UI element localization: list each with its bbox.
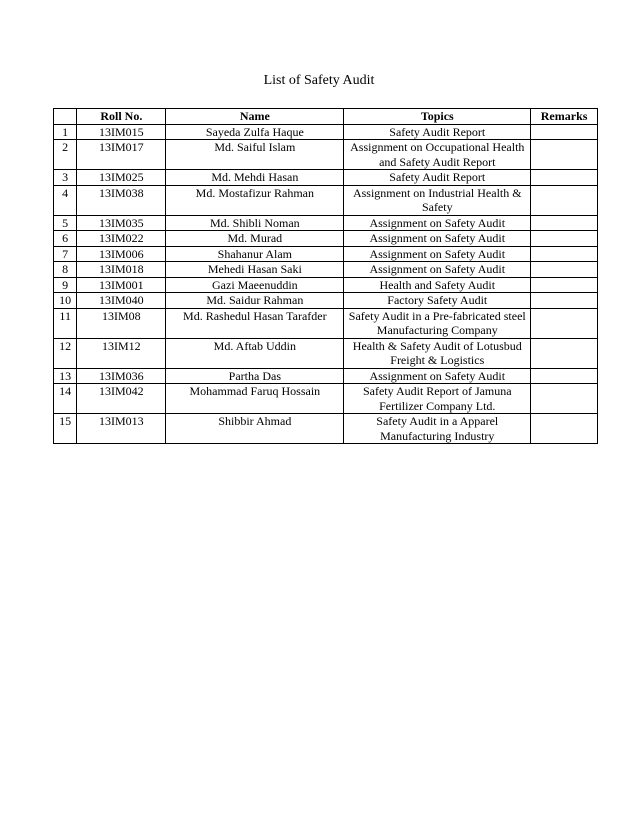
remarks-cell (531, 368, 598, 384)
header-serial (54, 109, 77, 125)
serial-cell: 2 (54, 140, 77, 170)
topic-cell: Safety Audit Report (344, 124, 531, 140)
serial-cell: 1 (54, 124, 77, 140)
remarks-cell (531, 293, 598, 309)
topic-cell: Factory Safety Audit (344, 293, 531, 309)
roll-no-cell: 13IM035 (77, 215, 166, 231)
header-topics: Topics (344, 109, 531, 125)
table-row (54, 231, 598, 247)
table-row (54, 293, 598, 309)
table-row (54, 185, 598, 215)
table-header-row (54, 109, 598, 125)
header-roll-no: Roll No. (77, 109, 166, 125)
table-row (54, 262, 598, 278)
table-body (54, 124, 598, 444)
serial-cell: 9 (54, 277, 77, 293)
topic-cell: Assignment on Safety Audit (344, 262, 531, 278)
serial-cell: 15 (54, 414, 77, 444)
roll-no-cell: 13IM022 (77, 231, 166, 247)
roll-no-cell: 13IM08 (77, 308, 166, 338)
topic-cell: Safety Audit Report of Jamuna Fertilizer Company Ltd. (344, 384, 531, 414)
name-cell: Shahanur Alam (166, 246, 344, 262)
table-row (54, 140, 598, 170)
roll-no-cell: 13IM040 (77, 293, 166, 309)
topic-cell: Safety Audit in a Apparel Manufacturing Industry (344, 414, 531, 444)
document-title: List of Safety Audit (263, 73, 375, 88)
serial-cell: 14 (54, 384, 77, 414)
serial-cell: 4 (54, 185, 77, 215)
topic-cell: Assignment on Safety Audit (344, 231, 531, 247)
table-row (54, 368, 598, 384)
remarks-cell (531, 308, 598, 338)
remarks-cell (531, 140, 598, 170)
topic-cell: Safety Audit in a Pre-fabricated steel Manufacturing Company (344, 308, 531, 338)
topic-cell: Safety Audit Report (344, 170, 531, 186)
roll-no-cell: 13IM006 (77, 246, 166, 262)
remarks-cell (531, 231, 598, 247)
name-cell: Shibbir Ahmad (166, 414, 344, 444)
topic-cell: Assignment on Safety Audit (344, 246, 531, 262)
table-row (54, 124, 598, 140)
topic-cell: Health and Safety Audit (344, 277, 531, 293)
topic-cell: Health & Safety Audit of Lotusbud Freight & Logistics (344, 338, 531, 368)
serial-cell: 7 (54, 246, 77, 262)
roll-no-cell: 13IM025 (77, 170, 166, 186)
table-row (54, 338, 598, 368)
table-row (54, 246, 598, 262)
header-name: Name (166, 109, 344, 125)
roll-no-cell: 13IM015 (77, 124, 166, 140)
name-cell: Mehedi Hasan Saki (166, 262, 344, 278)
topic-cell: Assignment on Safety Audit (344, 368, 531, 384)
name-cell: Md. Saiful Islam (166, 140, 344, 170)
roll-no-cell: 13IM013 (77, 414, 166, 444)
name-cell: Md. Rashedul Hasan Tarafder (166, 308, 344, 338)
serial-cell: 5 (54, 215, 77, 231)
serial-cell: 3 (54, 170, 77, 186)
remarks-cell (531, 277, 598, 293)
roll-no-cell: 13IM001 (77, 277, 166, 293)
serial-cell: 8 (54, 262, 77, 278)
remarks-cell (531, 384, 598, 414)
topic-cell: Assignment on Safety Audit (344, 215, 531, 231)
remarks-cell (531, 414, 598, 444)
name-cell: Partha Das (166, 368, 344, 384)
safety-audit-table (53, 108, 598, 444)
name-cell: Md. Murad (166, 231, 344, 247)
table-row (54, 215, 598, 231)
name-cell: Md. Saidur Rahman (166, 293, 344, 309)
remarks-cell (531, 262, 598, 278)
remarks-cell (531, 338, 598, 368)
header-remarks: Remarks (531, 109, 598, 125)
serial-cell: 12 (54, 338, 77, 368)
serial-cell: 10 (54, 293, 77, 309)
remarks-cell (531, 170, 598, 186)
table-row (54, 384, 598, 414)
topic-cell: Assignment on Industrial Health & Safety (344, 185, 531, 215)
roll-no-cell: 13IM018 (77, 262, 166, 278)
serial-cell: 6 (54, 231, 77, 247)
remarks-cell (531, 246, 598, 262)
serial-cell: 11 (54, 308, 77, 338)
table-row (54, 414, 598, 444)
name-cell: Gazi Maeenuddin (166, 277, 344, 293)
remarks-cell (531, 124, 598, 140)
table-row (54, 308, 598, 338)
roll-no-cell: 13IM038 (77, 185, 166, 215)
name-cell: Md. Mehdi Hasan (166, 170, 344, 186)
roll-no-cell: 13IM036 (77, 368, 166, 384)
name-cell: Mohammad Faruq Hossain (166, 384, 344, 414)
topic-cell: Assignment on Occupational Health and Safety Audit Report (344, 140, 531, 170)
serial-cell: 13 (54, 368, 77, 384)
remarks-cell (531, 185, 598, 215)
table-row (54, 170, 598, 186)
table-row (54, 277, 598, 293)
name-cell: Md. Mostafizur Rahman (166, 185, 344, 215)
name-cell: Sayeda Zulfa Haque (166, 124, 344, 140)
name-cell: Md. Shibli Noman (166, 215, 344, 231)
remarks-cell (531, 215, 598, 231)
name-cell: Md. Aftab Uddin (166, 338, 344, 368)
roll-no-cell: 13IM12 (77, 338, 166, 368)
roll-no-cell: 13IM017 (77, 140, 166, 170)
roll-no-cell: 13IM042 (77, 384, 166, 414)
